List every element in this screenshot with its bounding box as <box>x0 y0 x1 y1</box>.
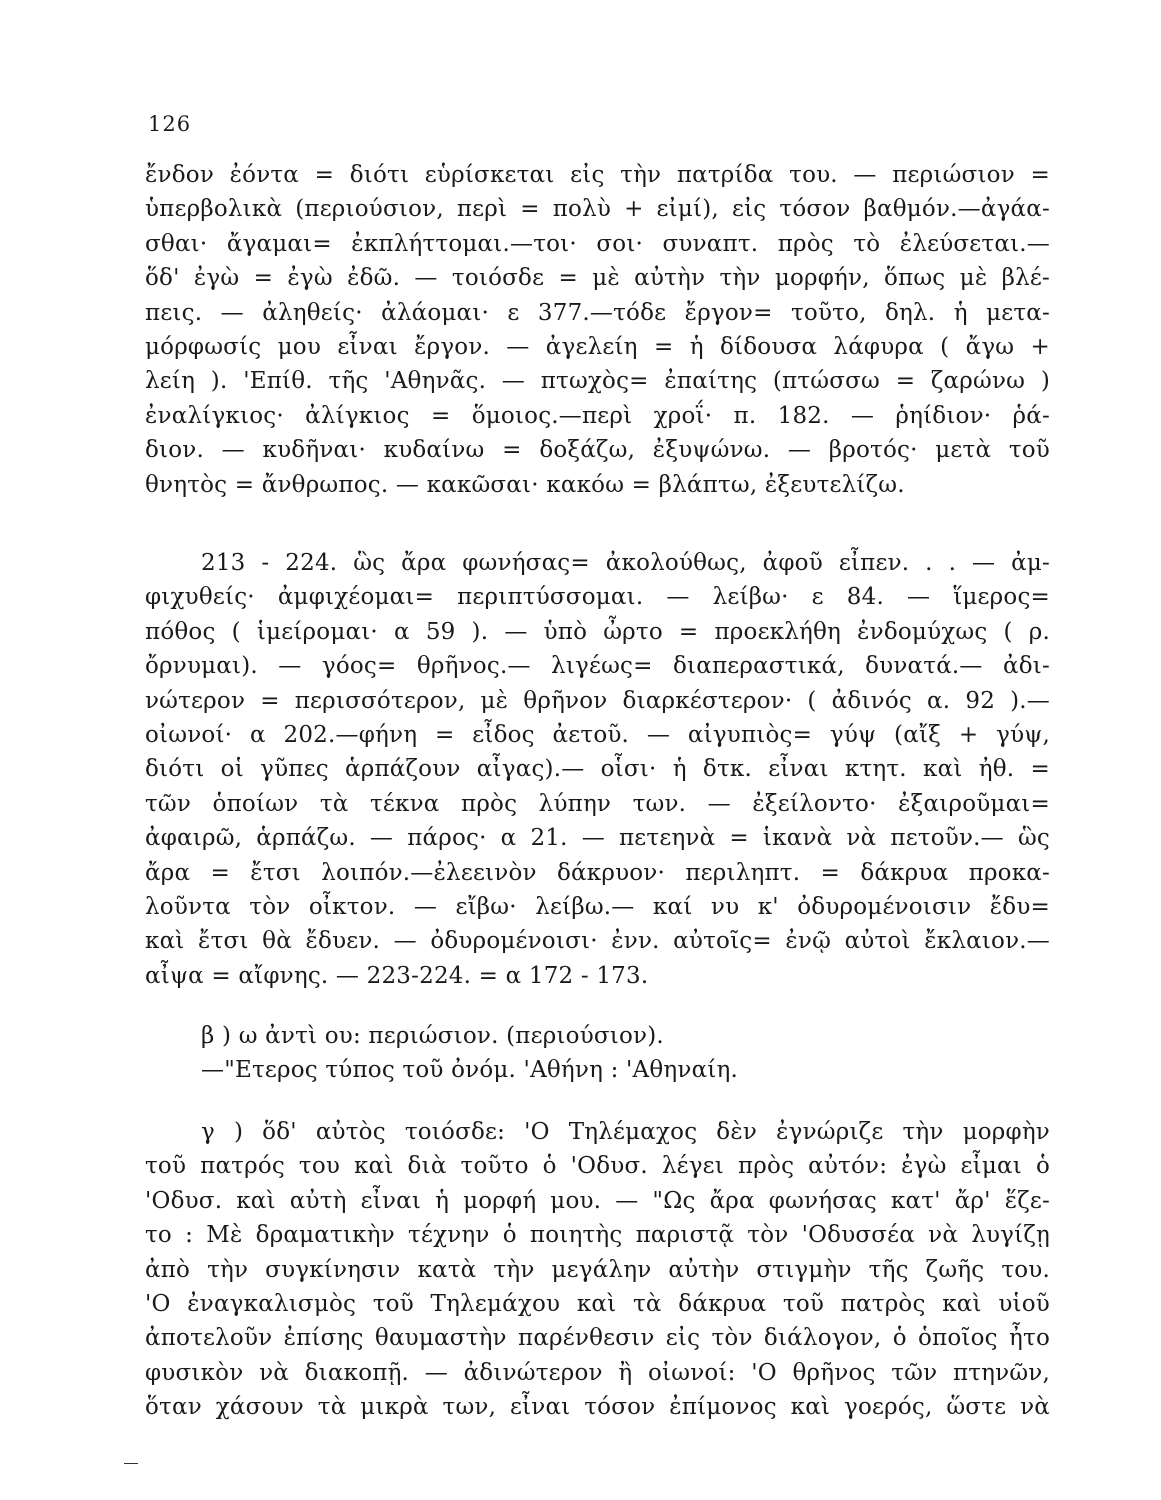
margin-mark <box>124 1463 138 1464</box>
text-line: 213 - 224. ὣς ἄρα φωνήσας= ἀκολούθως, ἀφοῦ εἶπεν. . . — ἀμ- <box>201 550 1050 576</box>
text-line: διον. — κυδῆναι· κυδαίνω = δοξάζω, ἐξυψώνω. — βροτός· μετὰ τοῦ <box>145 437 1050 464</box>
note-gamma <box>145 1115 1050 1425</box>
text-line: νώτερον = περισσότερον, μὲ θρῆνον διαρκέστερον· ( ἀδινός α. 92 ).— <box>145 687 1050 714</box>
text-line: ἀφαιρῶ, ἁρπάζω. — πάρος· α 21. — πετεηνὰ = ἱκανὰ νὰ πετοῦν.— ὣς <box>145 825 1050 852</box>
text-line: ἔνδον ἐόντα = διότι εὑρίσκεται εἰς τὴν πατρίδα του. — περιώσιον = <box>145 162 1050 188</box>
text-line: λείη ). 'Επίθ. τῆς 'Αθηνᾶς. — πτωχὸς= ἐπαίτης (πτώσσω = ζαρώνω ) <box>145 368 1050 395</box>
commentary-section-2 <box>145 546 1050 993</box>
text-line: τοῦ πατρός του καὶ διὰ τοῦτο ὁ 'Οδυσ. λέγει πρὸς αὐτόν: ἐγὼ εἶμαι ὁ <box>145 1153 1050 1180</box>
text-line: ἀπὸ τὴν συγκίνησιν κατὰ τὴν μεγάλην αὐτὴν στιγμὴν τῆς ζωῆς του. <box>145 1256 1050 1283</box>
text-line: θνητὸς = ἄνθρωπος. — κακῶσαι· κακόω = βλάπτω, ἐξευτελίζω. <box>145 471 905 498</box>
text-line: πεις. — ἀληθείς· ἀλάομαι· ε 377.—τόδε ἔργον= τοῦτο, δηλ. ἡ μετα- <box>145 299 1050 326</box>
text-line: γ ) ὅδ' αὐτὸς τοιόσδε: 'Ο Τηλέμαχος δὲν ἐγνώριζε τὴν μορφὴν <box>201 1119 1050 1145</box>
text-line: ὑπερβολικὰ (περιούσιον, περὶ = πολὺ + εἰμί), εἰς τόσον βαθμόν.—ἀγάα- <box>145 196 1050 223</box>
text-line: τῶν ὁποίων τὰ τέκνα πρὸς λύπην των. — ἐξείλοντο· ἐξαιροῦμαι= <box>145 790 1050 817</box>
text-line: ἄρα = ἔτσι λοιπόν.—ἐλεεινὸν δάκρυον· περιληπτ. = δάκρυα προκα- <box>145 859 1050 886</box>
text-line: το : Μὲ δραματικὴν τέχνην ὁ ποιητὴς παριστᾷ τὸν 'Οδυσσέα νὰ λυγίζῃ <box>145 1222 1050 1249</box>
page-number: 126 <box>148 112 192 136</box>
text-line: ὄρνυμαι). — γόος= θρῆνος.— λιγέως= διαπεραστικά, δυνατά.— ἀδι- <box>145 653 1050 680</box>
text-line: καὶ ἔτσι θὰ ἔδυεν. — ὀδυρομένοισι· ἐνν. αὐτοῖς= ἐνῷ αὐτοὶ ἔκλαιον.— <box>145 928 1050 955</box>
text-line: ἀποτελοῦν ἐπίσης θαυμαστὴν παρένθεσιν εἰς τὸν διάλογον, ὁ ὁποῖος ἦτο <box>145 1325 1050 1352</box>
text-line: οἰωνοί· α 202.—φήνη = εἶδος ἀετοῦ. — αἰγυπιὸς= γύψ (αἴξ + γύψ, <box>145 722 1050 749</box>
text-line: β ) ω ἀντὶ ου: περιώσιον. (περιούσιον). <box>201 1023 664 1049</box>
text-line: λοῦντα τὸν οἶκτον. — εἴβω· λείβω.— καί νυ κ' ὀδυρομένοισιν ἔδυ= <box>145 894 1050 921</box>
text-line: σθαι· ἄγαμαι= ἐκπλήττομαι.—τοι· σοι· συναπτ. πρὸς τὸ ἐλεύσεται.— <box>145 230 1050 257</box>
text-line: ὅταν χάσουν τὰ μικρὰ των, εἶναι τόσον ἐπίμονος καὶ γοερός, ὥστε νὰ <box>145 1394 1050 1421</box>
text-line: ὅδ' ἐγὼ = ἐγὼ ἐδῶ. — τοιόσδε = μὲ αὐτὴν τὴν μορφήν, ὅπως μὲ βλέ- <box>145 265 1050 292</box>
text-line: —"Ετερος τύπος τοῦ ὀνόμ. 'Αθήνη : 'Αθηναίη. <box>201 1057 739 1084</box>
text-line: 'Οδυσ. καὶ αὐτὴ εἶναι ἡ μορφή μου. — "Ως ἄρα φωνήσας κατ' ἄρ' ἕζε- <box>145 1187 1050 1214</box>
text-line: 'Ο ἐναγκαλισμὸς τοῦ Τηλεμάχου καὶ τὰ δάκρυα τοῦ πατρὸς καὶ υἱοῦ <box>145 1291 1050 1318</box>
text-line: πόθος ( ἱμείρομαι· α 59 ). — ὑπὸ ὦρτο = προεκλήθη ἐνδομύχως ( ρ. <box>145 618 1050 645</box>
commentary-section-1 <box>145 158 1050 502</box>
text-line: αἶψα = αἴφνης. — 223-224. = α 172 - 173. <box>145 962 649 989</box>
text-line: φυσικὸν νὰ διακοπῇ. — ἀδινώτερον ἢ οἰωνοί: 'Ο θρῆνος τῶν πτηνῶν, <box>145 1359 1050 1386</box>
note-beta <box>145 1019 1050 1088</box>
text-line: μόρφωσίς μου εἶναι ἔργον. — ἀγελείη = ἡ δίδουσα λάφυρα ( ἄγω + <box>145 334 1050 361</box>
text-line: φιχυθείς· ἀμφιχέομαι= περιπτύσσομαι. — λείβω· ε 84. — ἵμερος= <box>145 584 1050 611</box>
text-line: διότι οἱ γῦπες ἁρπάζουν αἶγας).— οἷσι· ἡ δτκ. εἶναι κτητ. καὶ ἠθ. = <box>145 756 1050 783</box>
text-line: ἐναλίγκιος· ἀλίγκιος = ὅμοιος.—περὶ χροΐ· π. 182. — ῥηίδιον· ῥά- <box>145 402 1050 429</box>
